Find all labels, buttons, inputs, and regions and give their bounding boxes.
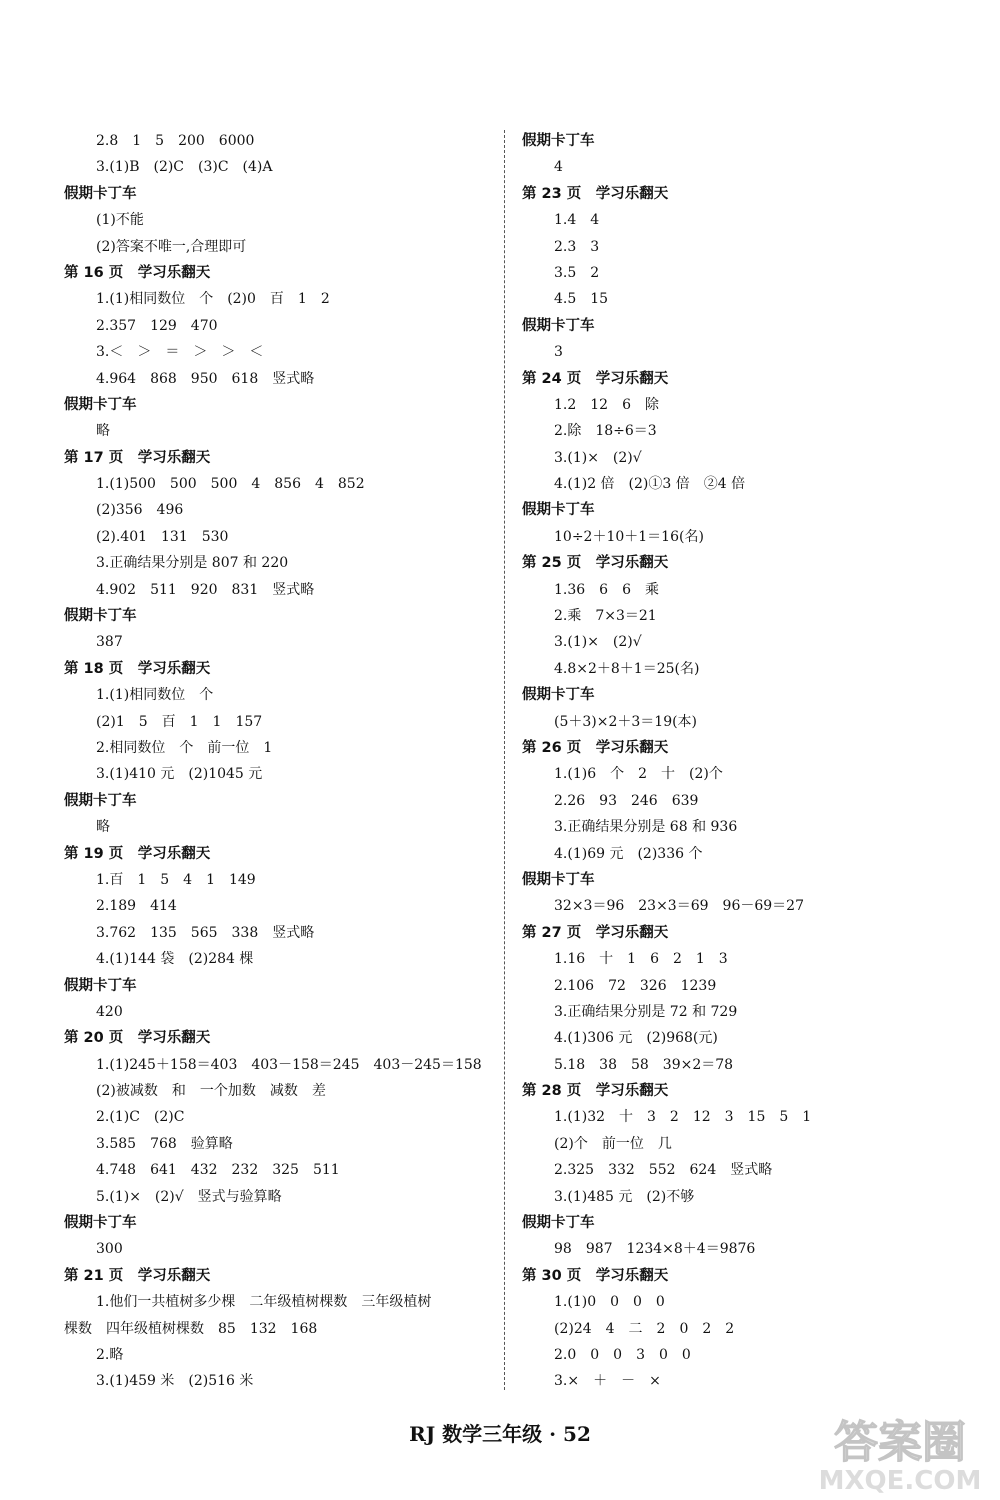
answer-line: 2.8 1 5 200 6000 [96, 133, 255, 149]
section-heading: 第 18 页 学习乐翻天 [64, 660, 211, 677]
answer-line: 2.3 3 [554, 238, 600, 255]
answer-line: 3 [554, 344, 563, 361]
answer-line: 3.(1)459 米 (2)516 米 [96, 1373, 254, 1390]
answer-line: 2.357 129 470 [96, 317, 218, 334]
answer-line: 300 [96, 1241, 123, 1258]
answer-line: 98 987 1234×8＋4＝9876 [554, 1241, 756, 1258]
answer-line: 1.(1)32 十 3 2 12 3 15 5 1 [554, 1109, 812, 1126]
answer-line: 387 [96, 634, 123, 651]
answer-line: 1.(1)相同数位 个 [96, 687, 214, 704]
answer-line: 4.748 641 432 232 325 511 [96, 1162, 340, 1179]
section-heading: 第 23 页 学习乐翻天 [522, 185, 669, 202]
answer-line: 1.4 4 [554, 212, 600, 229]
answer-line: 3.× ＋ － × [554, 1373, 661, 1390]
answer-line: 2.略 [96, 1346, 124, 1363]
answer-line: 2.相同数位 个 前一位 1 [96, 739, 273, 756]
section-heading: 假期卡丁车 [64, 977, 137, 994]
section-heading: 假期卡丁车 [64, 608, 137, 625]
section-heading: 第 21 页 学习乐翻天 [64, 1267, 211, 1284]
section-heading: 第 24 页 学习乐翻天 [522, 370, 669, 387]
answer-line: (2).401 131 530 [96, 528, 229, 545]
answer-line: 3.＜ ＞ ＝ ＞ ＞ ＜ [96, 344, 264, 361]
answer-line: 略 [96, 819, 110, 836]
section-heading: 假期卡丁车 [522, 317, 595, 334]
answer-line: 1.(1)0 0 0 0 [554, 1294, 665, 1311]
watermark-text-main: 答案圈 [834, 1417, 966, 1468]
answer-line: 3.正确结果分别是 807 和 220 [96, 555, 289, 572]
section-heading: 假期卡丁车 [64, 1215, 137, 1232]
answer-line: 4.(1)2 倍 (2)①3 倍 ②4 倍 [554, 476, 746, 493]
answer-line: 5.(1)× (2)√ 竖式与验算略 [96, 1188, 282, 1205]
answer-line: 3.(1)410 元 (2)1045 元 [96, 766, 263, 783]
answer-line: 420 [96, 1003, 123, 1020]
left-column [64, 128, 494, 1395]
answer-line: (2)1 5 百 1 1 157 [96, 713, 263, 730]
answer-line: (5＋3)×2＋3＝19(本) [554, 713, 698, 730]
answer-line: 4.(1)144 袋 (2)284 棵 [96, 951, 254, 968]
answer-line: 2.除 18÷6＝3 [554, 423, 657, 440]
page-footer: RJ 数学三年级 · 52 [409, 1422, 591, 1446]
section-heading: 第 25 页 学习乐翻天 [522, 555, 669, 572]
answer-line: 略 [96, 423, 110, 440]
section-heading: 假期卡丁车 [522, 502, 595, 519]
section-heading: 第 20 页 学习乐翻天 [64, 1030, 211, 1047]
answer-line: 4.5 15 [554, 291, 609, 308]
answer-line: 棵数 四年级植树棵数 85 132 168 [64, 1320, 318, 1337]
section-heading: 假期卡丁车 [522, 133, 595, 149]
answer-line: 4.902 511 920 831 竖式略 [96, 581, 315, 598]
answer-line: 3.(1)485 元 (2)不够 [554, 1188, 695, 1205]
answer-line: 5.18 38 58 39×2＝78 [554, 1056, 734, 1073]
answer-line: 3.5 2 [554, 264, 600, 281]
section-heading: 第 28 页 学习乐翻天 [522, 1083, 669, 1100]
answer-line: 3.762 135 565 338 竖式略 [96, 924, 315, 941]
answer-line: 10÷2＋10＋1＝16(名) [554, 528, 704, 545]
section-heading: 假期卡丁车 [64, 792, 137, 809]
section-heading: 假期卡丁车 [522, 871, 595, 888]
answer-line: 1.(1)6 个 2 十 (2)个 [554, 766, 723, 783]
section-heading: 第 27 页 学习乐翻天 [522, 924, 669, 941]
answer-line: (1)不能 [96, 212, 144, 229]
watermark-text-url: MXQE.COM [818, 1466, 982, 1496]
column-divider [504, 130, 505, 1390]
answer-line: 3.(1)B (2)C (3)C (4)A [96, 159, 273, 176]
answer-line: 1.他们一共植树多少棵 二年级植树棵数 三年级植树 [96, 1294, 432, 1311]
answer-line: (2)24 4 二 2 0 2 2 [554, 1320, 735, 1337]
right-column [522, 128, 962, 1395]
answer-line: 3.正确结果分别是 72 和 729 [554, 1003, 738, 1020]
answer-line: 2.26 93 246 639 [554, 792, 699, 809]
watermark-logo [805, 1405, 995, 1497]
answer-line: 3.585 768 验算略 [96, 1135, 233, 1152]
answer-line: (2)被减数 和 一个加数 减数 差 [96, 1083, 326, 1100]
answer-line: (2)356 496 [96, 502, 184, 519]
answer-line: 1.(1)245＋158＝403 403－158＝245 403－245＝158 [96, 1056, 482, 1073]
section-heading: 第 17 页 学习乐翻天 [64, 449, 211, 466]
answer-line: 1.(1)相同数位 个 (2)0 百 1 2 [96, 291, 330, 308]
answer-line: 2.106 72 326 1239 [554, 977, 717, 994]
answer-line: 4.(1)69 元 (2)336 个 [554, 845, 703, 862]
section-heading: 假期卡丁车 [522, 687, 595, 704]
answer-line: 2.乘 7×3＝21 [554, 608, 657, 625]
answer-line: (2)个 前一位 几 [554, 1135, 672, 1152]
section-heading: 第 16 页 学习乐翻天 [64, 264, 211, 281]
answer-line: 2.325 332 552 624 竖式略 [554, 1162, 773, 1179]
section-heading: 假期卡丁车 [522, 1215, 595, 1232]
answer-line: 1.36 6 6 乘 [554, 581, 659, 598]
section-heading: 第 30 页 学习乐翻天 [522, 1267, 669, 1284]
answer-line: 2.189 414 [96, 898, 177, 915]
answer-line: 1.16 十 1 6 2 1 3 [554, 951, 728, 968]
section-heading: 假期卡丁车 [64, 396, 137, 413]
answer-line: 4.964 868 950 618 竖式略 [96, 370, 315, 387]
answer-line: 4.(1)306 元 (2)968(元) [554, 1030, 718, 1047]
answer-line: 1.百 1 5 4 1 149 [96, 871, 256, 888]
answer-line: 4.8×2＋8＋1＝25(名) [554, 660, 700, 677]
answer-line: 3.(1)× (2)√ [554, 449, 642, 466]
answer-line: (2)答案不唯一,合理即可 [96, 238, 247, 255]
section-heading: 第 26 页 学习乐翻天 [522, 739, 669, 756]
answer-line: 3.(1)× (2)√ [554, 634, 642, 651]
answer-line: 4 [554, 159, 563, 176]
answer-line: 2.0 0 0 3 0 0 [554, 1346, 691, 1363]
section-heading: 假期卡丁车 [64, 185, 137, 202]
answer-line: 32×3＝96 23×3＝69 96－69＝27 [554, 898, 804, 915]
section-heading: 第 19 页 学习乐翻天 [64, 845, 211, 862]
answer-line: 2.(1)C (2)C [96, 1109, 185, 1126]
answer-line: 1.(1)500 500 500 4 856 4 852 [96, 476, 365, 493]
answer-line: 3.正确结果分别是 68 和 936 [554, 819, 738, 836]
answer-line: 1.2 12 6 除 [554, 396, 659, 413]
